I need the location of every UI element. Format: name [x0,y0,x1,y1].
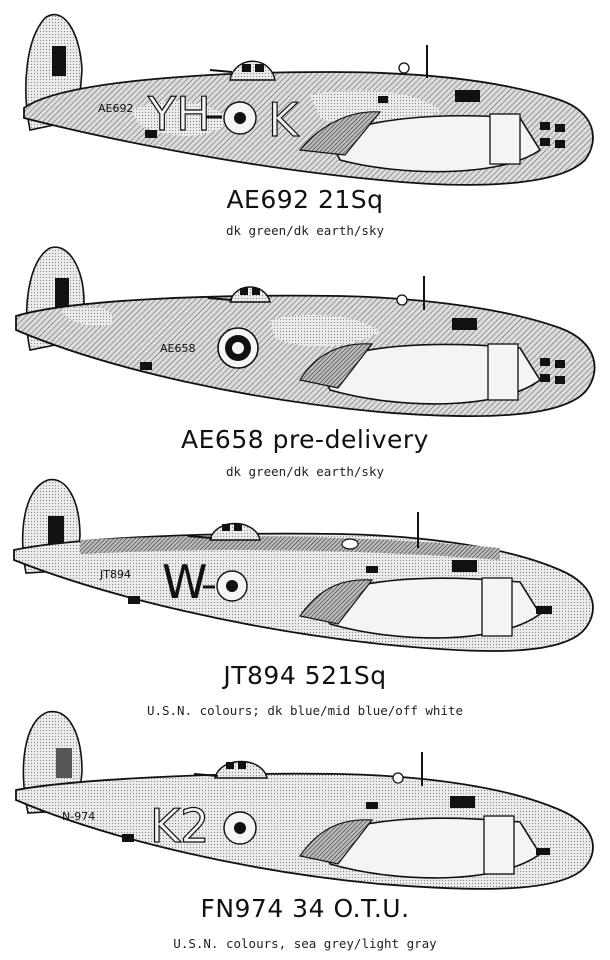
aircraft-profile-jt894 [0,478,610,663]
squadron-code-right: K [268,93,299,147]
squadron-code-left: K2 [150,799,210,853]
aircraft-panel-ae658 [0,240,610,485]
fuselage-serial: N-974 [62,810,96,823]
fuselage-serial: AE658 [160,342,196,355]
aircraft-title: FN974 34 O.T.U. [200,894,410,923]
squadron-code-left: W [162,555,208,609]
aircraft-title: AE658 pre-delivery [181,425,429,454]
aircraft-profile-fn974 [0,708,610,893]
fuselage-serial: AE692 [98,102,134,115]
colour-scheme-caption: dk green/dk earth/sky [225,223,385,238]
colour-scheme-caption: U.S.N. colours, sea grey/light gray [173,936,437,951]
aircraft-panel-fn974 [0,708,610,960]
aircraft-panel-ae692 [0,0,610,245]
aircraft-title: JT894 521Sq [223,661,387,690]
aircraft-title: AE692 21Sq [226,185,384,214]
fuselage-serial: JT894 [100,568,131,581]
aircraft-panel-jt894 [0,478,610,723]
colour-scheme-caption: U.S.N. colours; dk blue/mid blue/off white [146,703,464,718]
aircraft-profile-ae692 [0,0,610,190]
colour-scheme-caption: dk green/dk earth/sky [225,464,385,479]
squadron-code-left: YH [148,87,211,141]
aircraft-profile-ae658 [0,240,610,425]
